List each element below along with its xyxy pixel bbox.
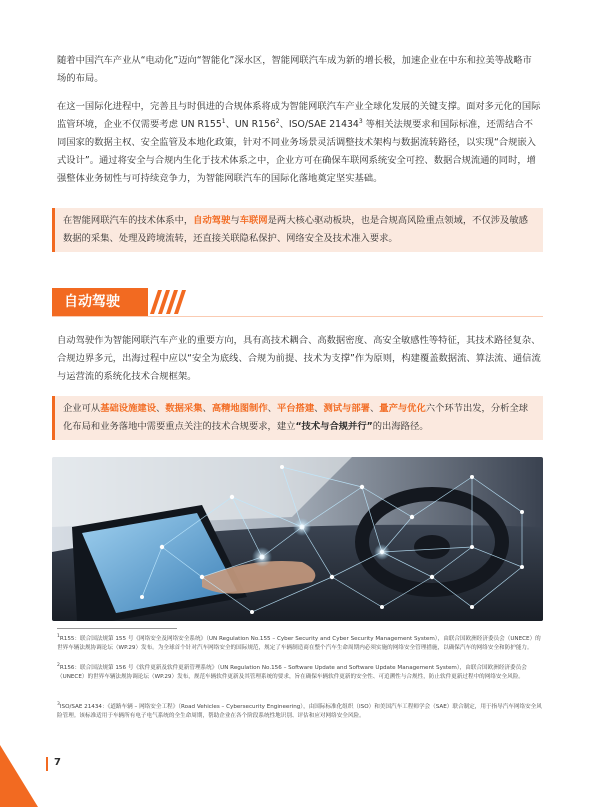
section-title: 自动驾驶 [52, 288, 148, 316]
sep: 、 [202, 403, 212, 414]
callout2-text-b: 六个环节出发，分析全球化布局和业务落地中需要重点关注的技术合规要求，建立 [63, 403, 529, 432]
footnote-1 [57, 632, 543, 654]
corner-triangle-decoration [0, 745, 48, 807]
highlight-connected-vehicles: 车联网 [239, 215, 268, 226]
sep: 、 [369, 403, 380, 414]
six-steps-callout [52, 396, 543, 440]
intro-paragraph: 随着中国汽车产业从“电动化”迈向“智能化”深水区，智能网联汽车成为新的增长极，加速企业在中东和拉美等战略市场的布局。 [57, 55, 532, 84]
footnote-ref-3: 3 [358, 117, 363, 125]
car-interior-network-image [52, 457, 543, 621]
step-infrastructure: 基础设施建设 [100, 403, 156, 414]
step-platform: 平台搭建 [276, 403, 315, 414]
autonomous-driving-paragraph: 自动驾驶作为智能网联汽车产业的重要方向，具有高技术耦合、高数据密度、高安全敏感性等特征，其技术路径复杂、合规边界多元，出海过程中应以“安全为底线、合规为前提、技术为支撑”作为原则，构建覆盖数据流、算法流、通信流与运营流的系统化技术合规框架。 [57, 335, 541, 382]
step-production: 量产与优化 [379, 403, 426, 414]
callout2-text-a: 企业可从 [63, 403, 101, 414]
step-hd-map: 高精地图制作 [211, 403, 268, 414]
footnote-ref-2: 2 [275, 117, 280, 125]
slash-decoration-icon [150, 290, 186, 314]
footnote-3-text: ISO/SAE 21434：《道路车辆 – 网络安全工程》（Road Vehicles – Cybersecurity Engineering），由国际标准化组织（ISO）和美国汽车工程师学会（SAE）联合制定，用于指导汽车网络安全风险管理。该标准适用于车辆所有电子电气系统的全生命周期，帮助企业在各个阶段系统性地识别、评估和应对网络安全风险。 [57, 703, 542, 720]
sep: 、 [314, 403, 324, 414]
para2-text-d: 等相关法规要求和国际标准，还需结合不同国家的数据主权、安全监管及本地化政策，针对不同业务场景灵活调整技术架构与数据流转路径，以实现“合规嵌入式设计”。通过将安全与合规内生化于技术体系之中，企业方可在确保车联网系统安全可控、数据合规流通的同时，增强整体业务韧性与可持续竞争力，为智能网联汽车的国际化落地奠定坚实基础。 [57, 119, 536, 184]
page-number-bar [46, 757, 48, 771]
footnote-3 [57, 700, 543, 722]
tech-compliance-parallel: “技术与合规并行” [295, 421, 373, 432]
callout1-text-a: 在智能网联汽车的技术体系中， [63, 215, 194, 226]
step-data-collection: 数据采集 [165, 403, 203, 414]
footnote-2 [57, 661, 543, 683]
footnote-1-text: R155：联合国法规第 155 号《网络安全及网络安全系统》（UN Regulation No.155 – Cyber Security and Cyber Security Management System），由联合国欧洲经济委员会（UNECE）的世界车辆法规协调论坛（WP.29）发布。为全球首个针对汽车网络安全的国际规范，规定了车辆制造商在整个汽车生命周期内必须实施的网络安全管理措施，以确保汽车的网络安全和防护能力。 [57, 635, 541, 652]
footnote-1-marker: 1 [57, 634, 60, 639]
footnote-2-text: R156：联合国法规第 156 号《软件更新及软件更新管理系统》（UN Regulation No.156 – Software Update and Software Update Management System），由联合国欧洲经济委员会（UNECE）的世界车辆法规协调论坛（WP.29）发布，规范车辆软件更新及其管理系统的要求，旨在确保车辆软件更新的安全性、可追溯性与合规性，防止软件更新过程中的网络安全风险。 [57, 664, 527, 681]
sep: 、 [267, 403, 277, 414]
compliance-paragraph [57, 98, 541, 188]
sep: 、 [156, 403, 166, 414]
step-testing: 测试与部署 [323, 403, 370, 414]
key-areas-callout [52, 208, 543, 252]
para2-text-a: 在这一国际化进程中，完善且与时俱进的合规体系将成为智能网联汽车产业全球化发展的关键支撑。面对多元化的国际监管环境，企业不仅需要考虑 UN R155 [57, 101, 541, 130]
footnote-3-marker: 3 [57, 702, 60, 707]
callout1-text-c: 是两大核心驱动板块，也是合规高风险重点领域，不仅涉及敏感数据的采集、处理及跨境流转，还直接关联隐私保护、网络安全及技术准入要求。 [63, 215, 528, 244]
footnote-ref-1: 1 [221, 117, 226, 125]
highlight-autonomous-driving: 自动驾驶 [193, 215, 231, 226]
para2-text-c: 、ISO/SAE 21434 [279, 119, 359, 130]
page-number: 7 [54, 757, 61, 768]
callout2-text-c: 的出海路径。 [372, 421, 429, 432]
section-divider [52, 316, 543, 317]
footnote-2-marker: 2 [57, 663, 60, 668]
footnote-divider [57, 628, 177, 629]
para2-text-b: 、UN R156 [225, 119, 276, 130]
callout1-text-b: 与 [230, 215, 240, 226]
